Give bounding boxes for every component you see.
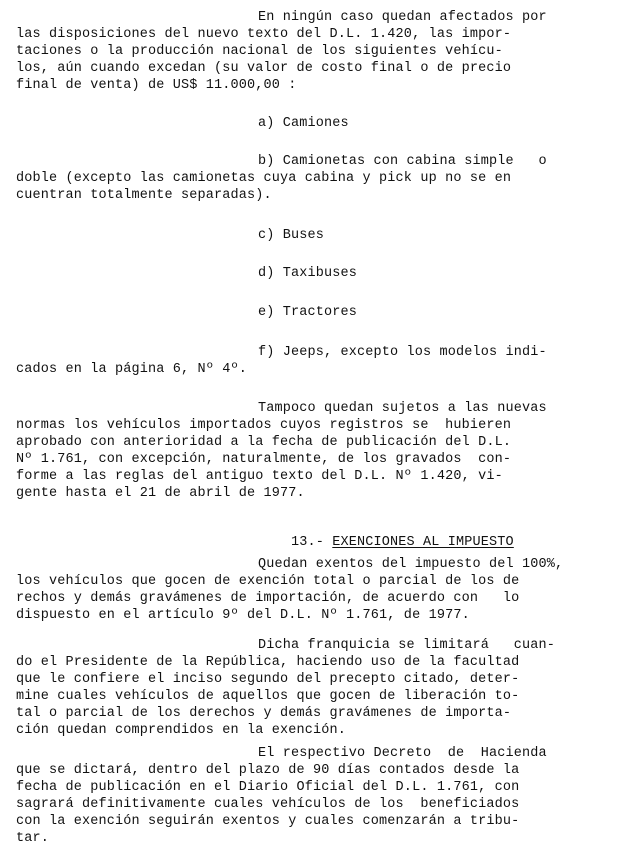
- franquicia-line-2: do el Presidente de la República, haciendo uso de la facultad: [16, 655, 520, 670]
- item-f-line-2: cados en la página 6, Nº 4º.: [16, 362, 248, 377]
- item-b-line-2: doble (excepto las camionetas cuya cabina y pick up no se en: [16, 171, 512, 186]
- exentos-line-3: rechos y demás gravámenes de importación, de acuerdo con lo: [16, 591, 520, 606]
- intro-line-1: En ningún caso quedan afectados por: [258, 10, 547, 25]
- tampoco-line-2: normas los vehículos importados cuyos registros se hubieren: [16, 418, 512, 433]
- item-b-line-3: cuentran totalmente separadas).: [16, 188, 272, 203]
- item-c-buses: c) Buses: [258, 228, 325, 243]
- item-b-line-1: b) Camionetas con cabina simple o: [258, 154, 547, 169]
- decreto-line-5: con la exención seguirán exentos y cuales comenzarán a tribu-: [16, 814, 520, 829]
- franquicia-line-1: Dicha franquicia se limitará cuan-: [258, 638, 556, 653]
- intro-line-5: final de venta) de US$ 11.000,00 :: [16, 78, 297, 93]
- intro-line-3: taciones o la producción nacional de los siguientes vehícu-: [16, 44, 503, 59]
- decreto-line-6: tar.: [16, 831, 50, 846]
- franquicia-line-5: tal o parcial de los derechos y demás gravámenes de importa-: [16, 706, 512, 721]
- intro-line-2: las disposiciones del nuevo texto del D.L. 1.420, las impor-: [16, 27, 512, 42]
- tampoco-line-6: gente hasta el 21 de abril de 1977.: [16, 486, 305, 501]
- tampoco-line-3: aprobado con anterioridad a la fecha de publicación del D.L.: [16, 435, 512, 450]
- decreto-line-3: fecha de publicación en el Diario Oficial del D.L. 1.761, con: [16, 780, 520, 795]
- item-a-camiones: a) Camiones: [258, 116, 349, 131]
- franquicia-line-4: mine cuales vehículos de aquellos que gocen de liberación to-: [16, 689, 520, 704]
- tampoco-line-4: Nº 1.761, con excepción, naturalmente, de los gravados con-: [16, 452, 512, 467]
- tampoco-line-5: forme a las reglas del antiguo texto del D.L. Nº 1.420, vi-: [16, 469, 503, 484]
- section-title: EXENCIONES AL IMPUESTO: [332, 535, 514, 550]
- item-d-taxibuses: d) Taxibuses: [258, 266, 358, 281]
- decreto-line-4: sagrará definitivamente cuales vehículos de los beneficiados: [16, 797, 520, 812]
- item-f-line-1: f) Jeeps, excepto los modelos indi-: [258, 345, 547, 360]
- decreto-line-2: que se dictará, dentro del plazo de 90 días contados desde la: [16, 763, 520, 778]
- intro-line-4: los, aún cuando excedan (su valor de costo final o de precio: [16, 61, 512, 76]
- decreto-line-1: El respectivo Decreto de Hacienda: [258, 746, 547, 761]
- exentos-line-2: los vehículos que gocen de exención total o parcial de los de: [16, 574, 520, 589]
- section-number: 13.-: [291, 535, 333, 550]
- exentos-line-1: Quedan exentos del impuesto del 100%,: [258, 557, 564, 572]
- tampoco-line-1: Tampoco quedan sujetos a las nuevas: [258, 401, 547, 416]
- item-e-tractores: e) Tractores: [258, 305, 358, 320]
- franquicia-line-3: que le confiere el inciso segundo del precepto citado, deter-: [16, 672, 520, 687]
- franquicia-line-6: ción quedan comprendidos en la exención.: [16, 723, 347, 738]
- exentos-line-4: dispuesto en el artículo 9º del D.L. Nº 1.761, de 1977.: [16, 608, 470, 623]
